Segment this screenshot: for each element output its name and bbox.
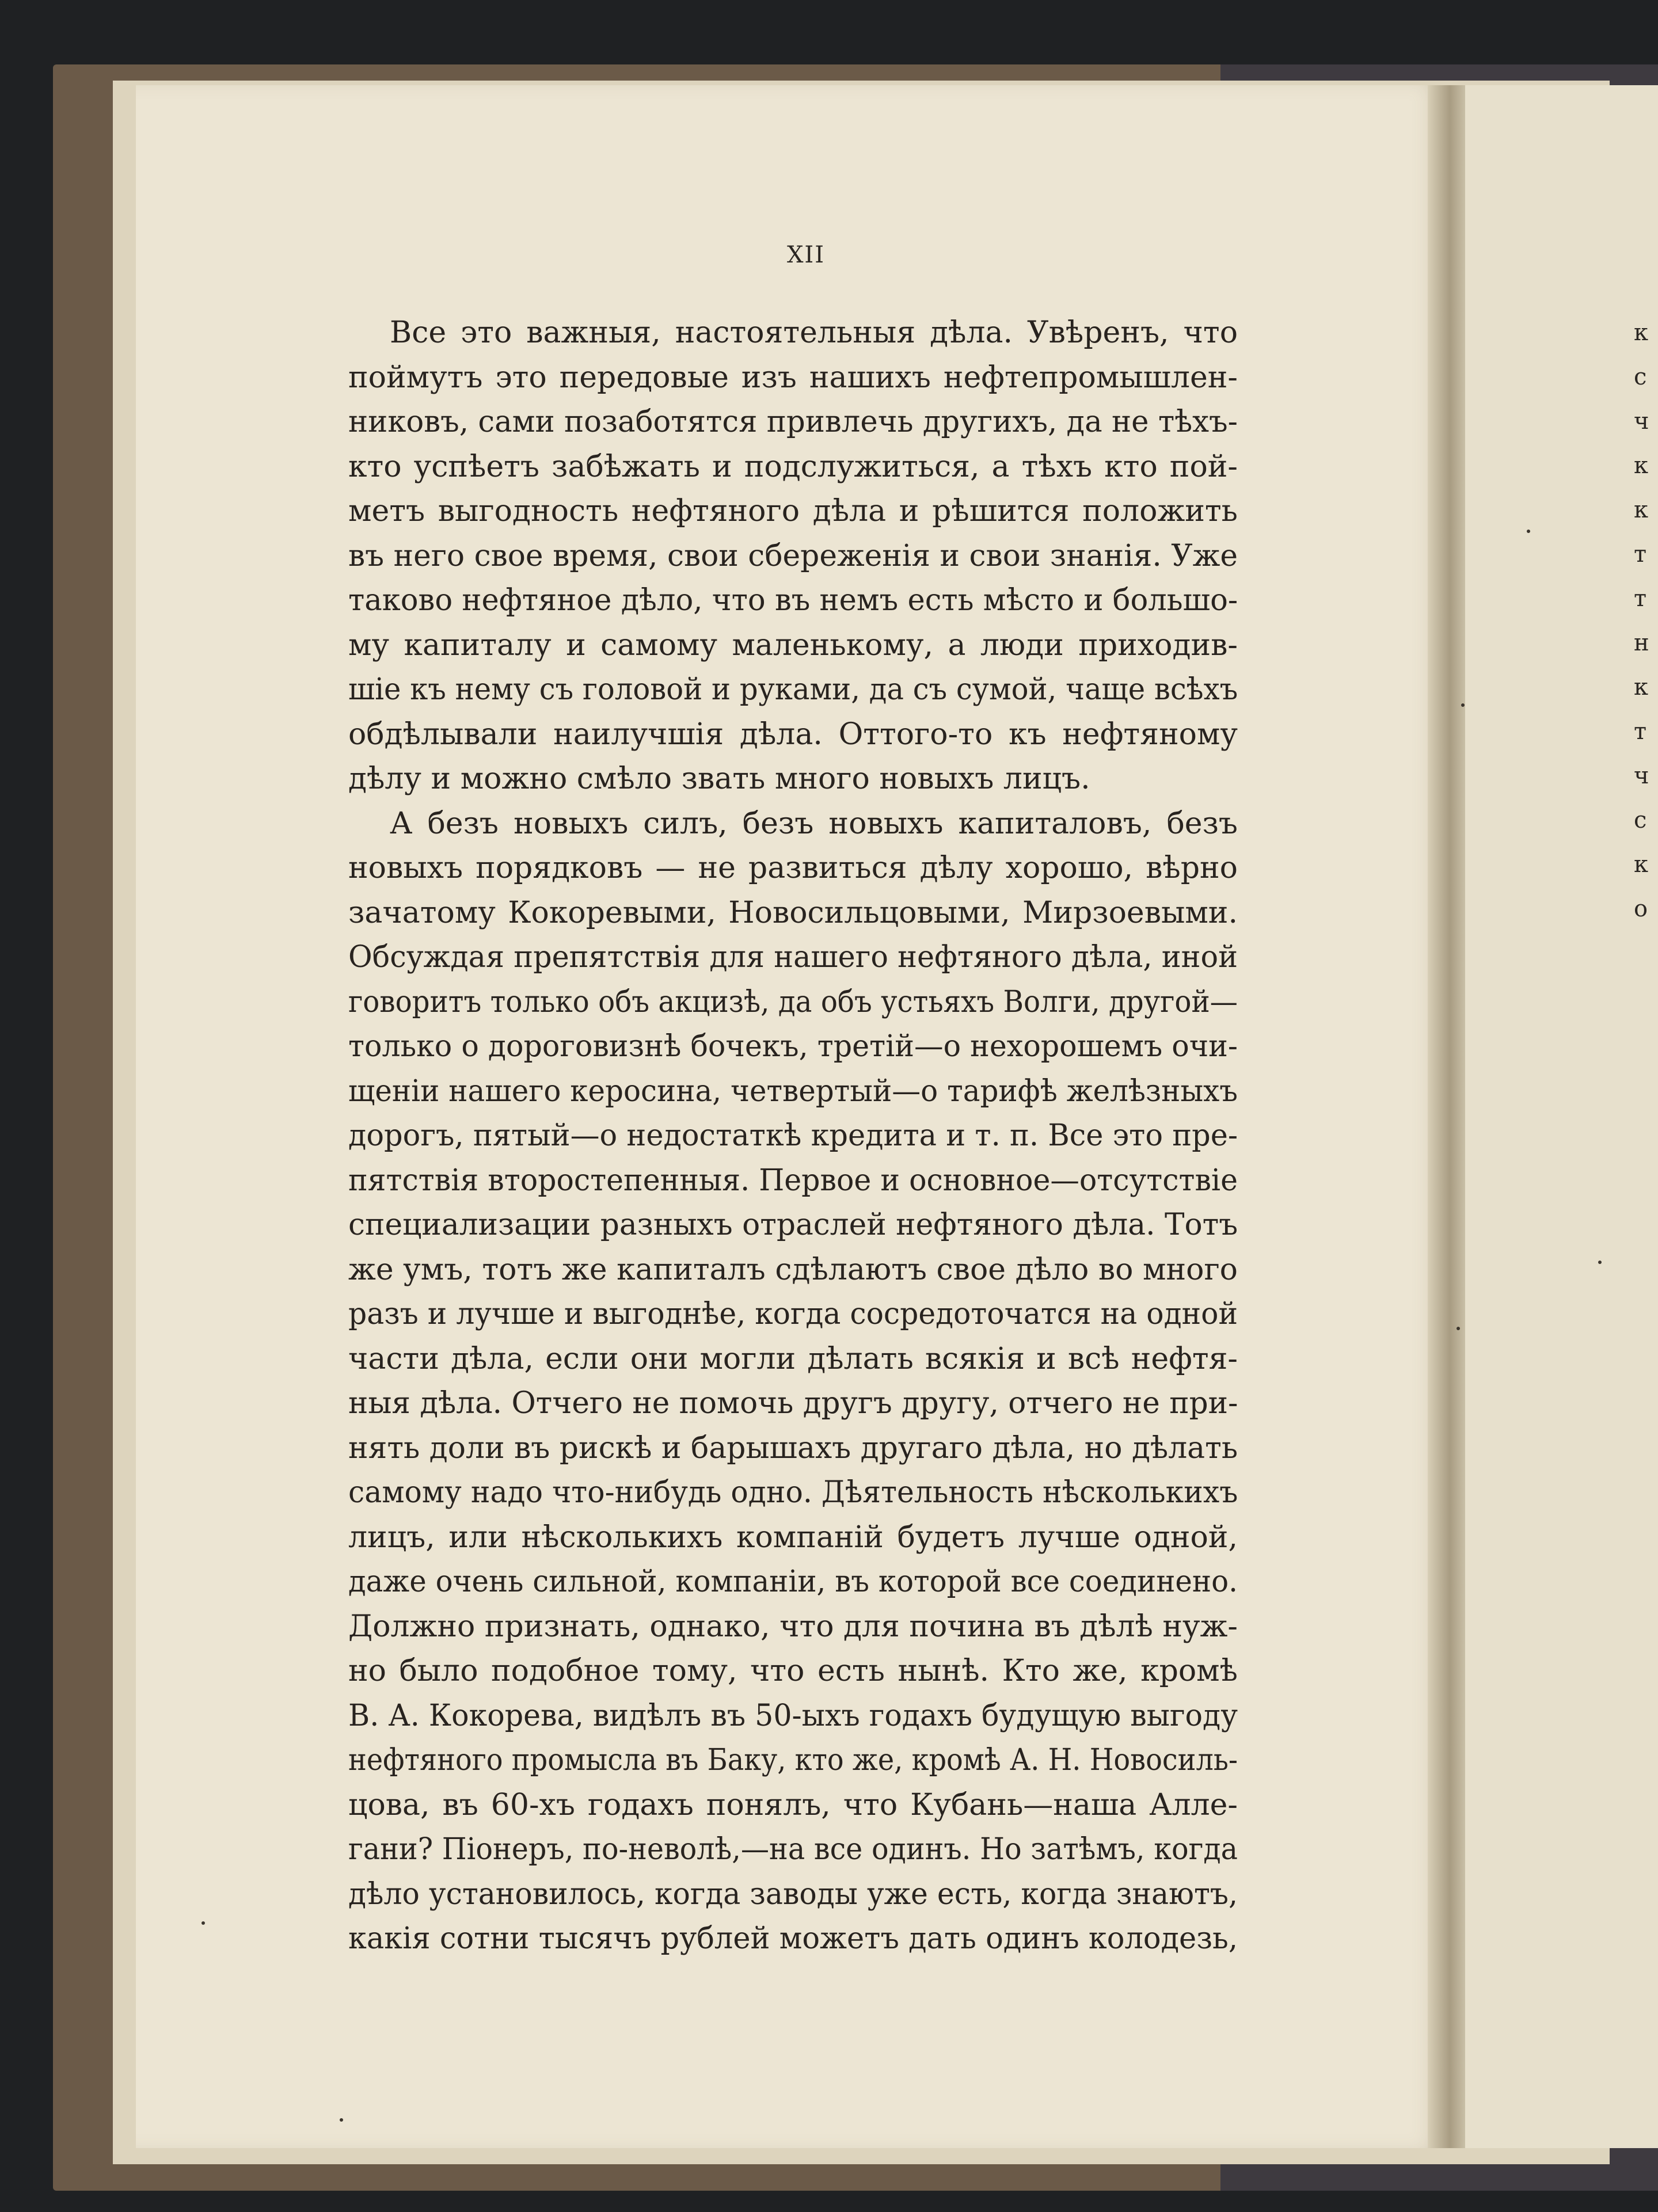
right-page-fragment: к xyxy=(1634,674,1648,700)
text-line: только о дороговизнѣ бочекъ, третій—о нехорошемъ очи- xyxy=(348,1029,1238,1064)
text-line: кто успѣетъ забѣжать и подслужиться, а тѣхъ кто пой- xyxy=(348,449,1238,484)
right-page-fragment: т xyxy=(1634,585,1647,612)
right-page-fragment: о xyxy=(1634,896,1648,922)
text-line: же умъ, тотъ же капиталъ сдѣлаютъ свое дѣло во много xyxy=(348,1252,1238,1287)
paper-speck xyxy=(1461,703,1465,707)
text-line: таково нефтяное дѣло, что въ немъ есть мѣсто и большо- xyxy=(348,583,1238,618)
right-page-fragment: к xyxy=(1634,851,1648,878)
text-line: шіе къ нему съ головой и руками, да съ сумой, чаще всѣхъ xyxy=(348,672,1238,707)
text-line: обдѣлывали наилучшія дѣла. Оттого-то къ нефтяному xyxy=(348,717,1238,752)
right-page-fragment: к xyxy=(1634,497,1648,523)
page-number: XII xyxy=(786,242,826,268)
right-page-fragment: н xyxy=(1634,630,1649,656)
page-gutter xyxy=(1428,85,1468,2148)
text-line: В. А. Кокорева, видѣлъ въ 50-ыхъ годахъ будущую выгоду xyxy=(348,1698,1238,1733)
text-line: какія сотни тысячъ рублей можетъ дать одинъ колодезь, xyxy=(348,1921,1238,1956)
text-line: Должно признать, однако, что для почина въ дѣлѣ нуж- xyxy=(348,1609,1238,1644)
text-line: разъ и лучше и выгоднѣе, когда сосредоточатся на одной xyxy=(348,1297,1238,1331)
text-line: метъ выгодность нефтяного дѣла и рѣшится положить xyxy=(348,494,1238,528)
text-line: лицъ, или нѣсколькихъ компаній будетъ лучше одной, xyxy=(348,1520,1238,1555)
paper-speck xyxy=(1457,1327,1460,1330)
text-line: самому надо что-нибудь одно. Дѣятельность нѣсколькихъ xyxy=(348,1475,1238,1510)
right-page-text-fragments xyxy=(1634,311,1657,931)
paper-speck xyxy=(1527,530,1530,533)
text-line: гани? Піонеръ, по-неволѣ,—на все одинъ. Но затѣмъ, когда xyxy=(348,1832,1238,1867)
text-line: специализации разныхъ отраслей нефтяного дѣла. Тотъ xyxy=(348,1208,1238,1242)
text-line: цова, въ 60-хъ годахъ понялъ, что Кубань—наша Алле- xyxy=(348,1787,1238,1822)
text-line: дѣло установилось, когда заводы уже есть, когда знаютъ, xyxy=(348,1876,1238,1912)
text-line: части дѣла, если они могли дѣлать всякія и всѣ нефтя- xyxy=(348,1341,1238,1376)
right-page-fragment: к xyxy=(1634,319,1648,346)
paper-speck xyxy=(340,2118,343,2122)
text-line: ныя дѣла. Отчего не помочь другъ другу, отчего не при- xyxy=(348,1386,1238,1421)
paper-speck xyxy=(201,1921,205,1925)
text-line: дорогъ, пятый—о недостаткѣ кредита и т. п. Все это пре- xyxy=(348,1118,1238,1153)
text-line: нять доли въ рискѣ и барышахъ другаго дѣла, но дѣлать xyxy=(348,1430,1238,1465)
paper-speck xyxy=(1598,1261,1602,1264)
text-line: пятствія второстепенныя. Первое и основное—отсутствіе xyxy=(348,1163,1238,1198)
text-line: поймутъ это передовые изъ нашихъ нефтепромышлен- xyxy=(348,360,1238,395)
text-line: въ него свое время, свои сбереженія и свои знанія. Уже xyxy=(348,538,1238,573)
right-page-fragment: ч xyxy=(1634,408,1649,435)
text-line: никовъ, сами позаботятся привлечь другихъ, да не тѣхъ- xyxy=(348,405,1238,439)
right-page xyxy=(1465,85,1658,2148)
right-page-fragment: т xyxy=(1634,718,1647,745)
text-line: зачатому Кокоревыми, Новосильцовыми, Мирзоевыми. xyxy=(348,895,1238,930)
text-line: А безъ новыхъ силъ, безъ новыхъ капиталовъ, безъ xyxy=(390,806,1238,841)
text-line: дѣлу и можно смѣло звать много новыхъ лицъ. xyxy=(348,762,1090,796)
right-page-fragment: ч xyxy=(1634,763,1649,789)
text-line: даже очень сильной, компаніи, въ которой все соединено. xyxy=(348,1564,1238,1599)
text-line: но было подобное тому, что есть нынѣ. Кто же, кромѣ xyxy=(348,1654,1238,1688)
text-line: говоритъ только объ акцизѣ, да объ устьяхъ Волги, другой— xyxy=(348,984,1238,1019)
right-page-fragment: с xyxy=(1634,807,1647,833)
text-line: новыхъ порядковъ — не развиться дѣлу хорошо, вѣрно xyxy=(348,851,1238,885)
right-page-fragment: с xyxy=(1634,364,1647,390)
text-line: му капиталу и самому маленькому, а люди приходив- xyxy=(348,627,1238,663)
right-page-fragment: к xyxy=(1634,452,1648,479)
text-line: нефтяного промысла въ Баку, кто же, кромѣ А. Н. Новосиль- xyxy=(348,1743,1238,1777)
right-page-fragment: т xyxy=(1634,541,1647,568)
text-line: щеніи нашего керосина, четвертый—о тарифѣ желѣзныхъ xyxy=(348,1073,1238,1109)
text-line: Обсуждая препятствія для нашего нефтяного дѣла, иной xyxy=(348,940,1238,974)
page-body-text xyxy=(348,311,1238,1962)
text-line: Все это важныя, настоятельныя дѣла. Увѣренъ, что xyxy=(390,315,1238,350)
